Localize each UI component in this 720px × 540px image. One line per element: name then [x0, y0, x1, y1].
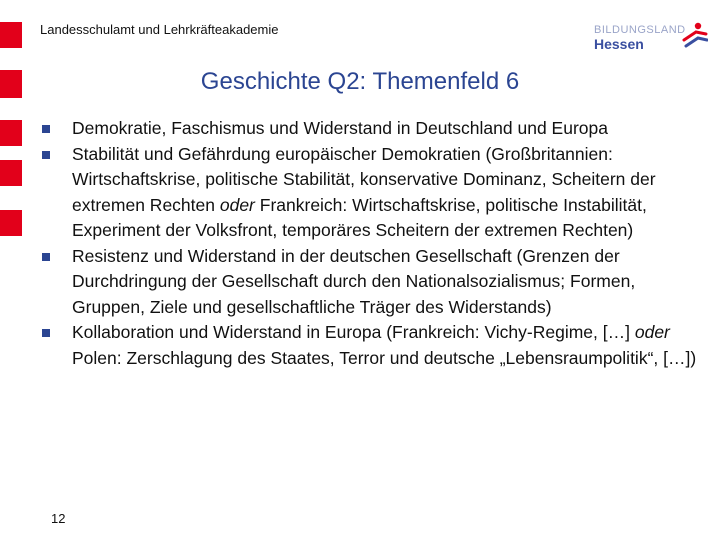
slide-title: Geschichte Q2: Themenfeld 6 [200, 68, 520, 95]
page-number: 12 [51, 511, 66, 526]
logo-figure-icon [682, 22, 708, 48]
red-edge-bar [0, 22, 22, 48]
bullet-text: Frankreich: Wirtschaftskrise, politische Instabilität, Experiment der Volksfront, temporäres Scheitern der extremen Rechten) [72, 194, 647, 240]
header-org: Landesschulamt und Lehrkräfteakademie [40, 22, 279, 37]
bullet-text: oder [634, 322, 670, 342]
square-bullet-icon [42, 329, 50, 337]
bullet-text: Stabilität und Gefährdung europäischer Demokratien (Großbritannien: Wirtschaftskrise, politische Stabilität, konservative Dominanz, Scheitern der extremen Rechten [72, 143, 656, 215]
red-edge-bar [0, 210, 22, 236]
bullet-text: Demokratie, Faschismus und Widerstand in Deutschland und Europa [72, 118, 608, 138]
bullet-text: Kollaboration und Widerstand in Europa (Frankreich: Vichy-Regime, […] [72, 322, 635, 342]
square-bullet-icon [42, 125, 50, 133]
bullet-item [40, 142, 700, 244]
red-edge-bar [0, 120, 22, 146]
bullet-item [40, 320, 700, 371]
bullet-text: Resistenz und Widerstand in der deutschen Gesellschaft (Grenzen der Durchdringung der Gesellschaft durch den Nationalsozialismus; Formen, Gruppen, Ziele und gesellschaftliche Träger des Widerstands) [72, 245, 636, 317]
logo-line2: Hessen [594, 36, 644, 52]
bullet-list [40, 116, 700, 371]
bullet-text: oder [219, 194, 255, 215]
red-edge-bar [0, 160, 22, 186]
bullet-item [40, 116, 700, 142]
bullet-item [40, 244, 700, 321]
bullet-text: Polen: Zerschlagung des Staates, Terror und deutsche „Lebensraumpolitik“, […]) [72, 347, 697, 368]
square-bullet-icon [42, 151, 50, 159]
logo-line1: BILDUNGSLAND [594, 24, 686, 36]
square-bullet-icon [42, 253, 50, 261]
bildungsland-hessen-logo [590, 22, 710, 62]
